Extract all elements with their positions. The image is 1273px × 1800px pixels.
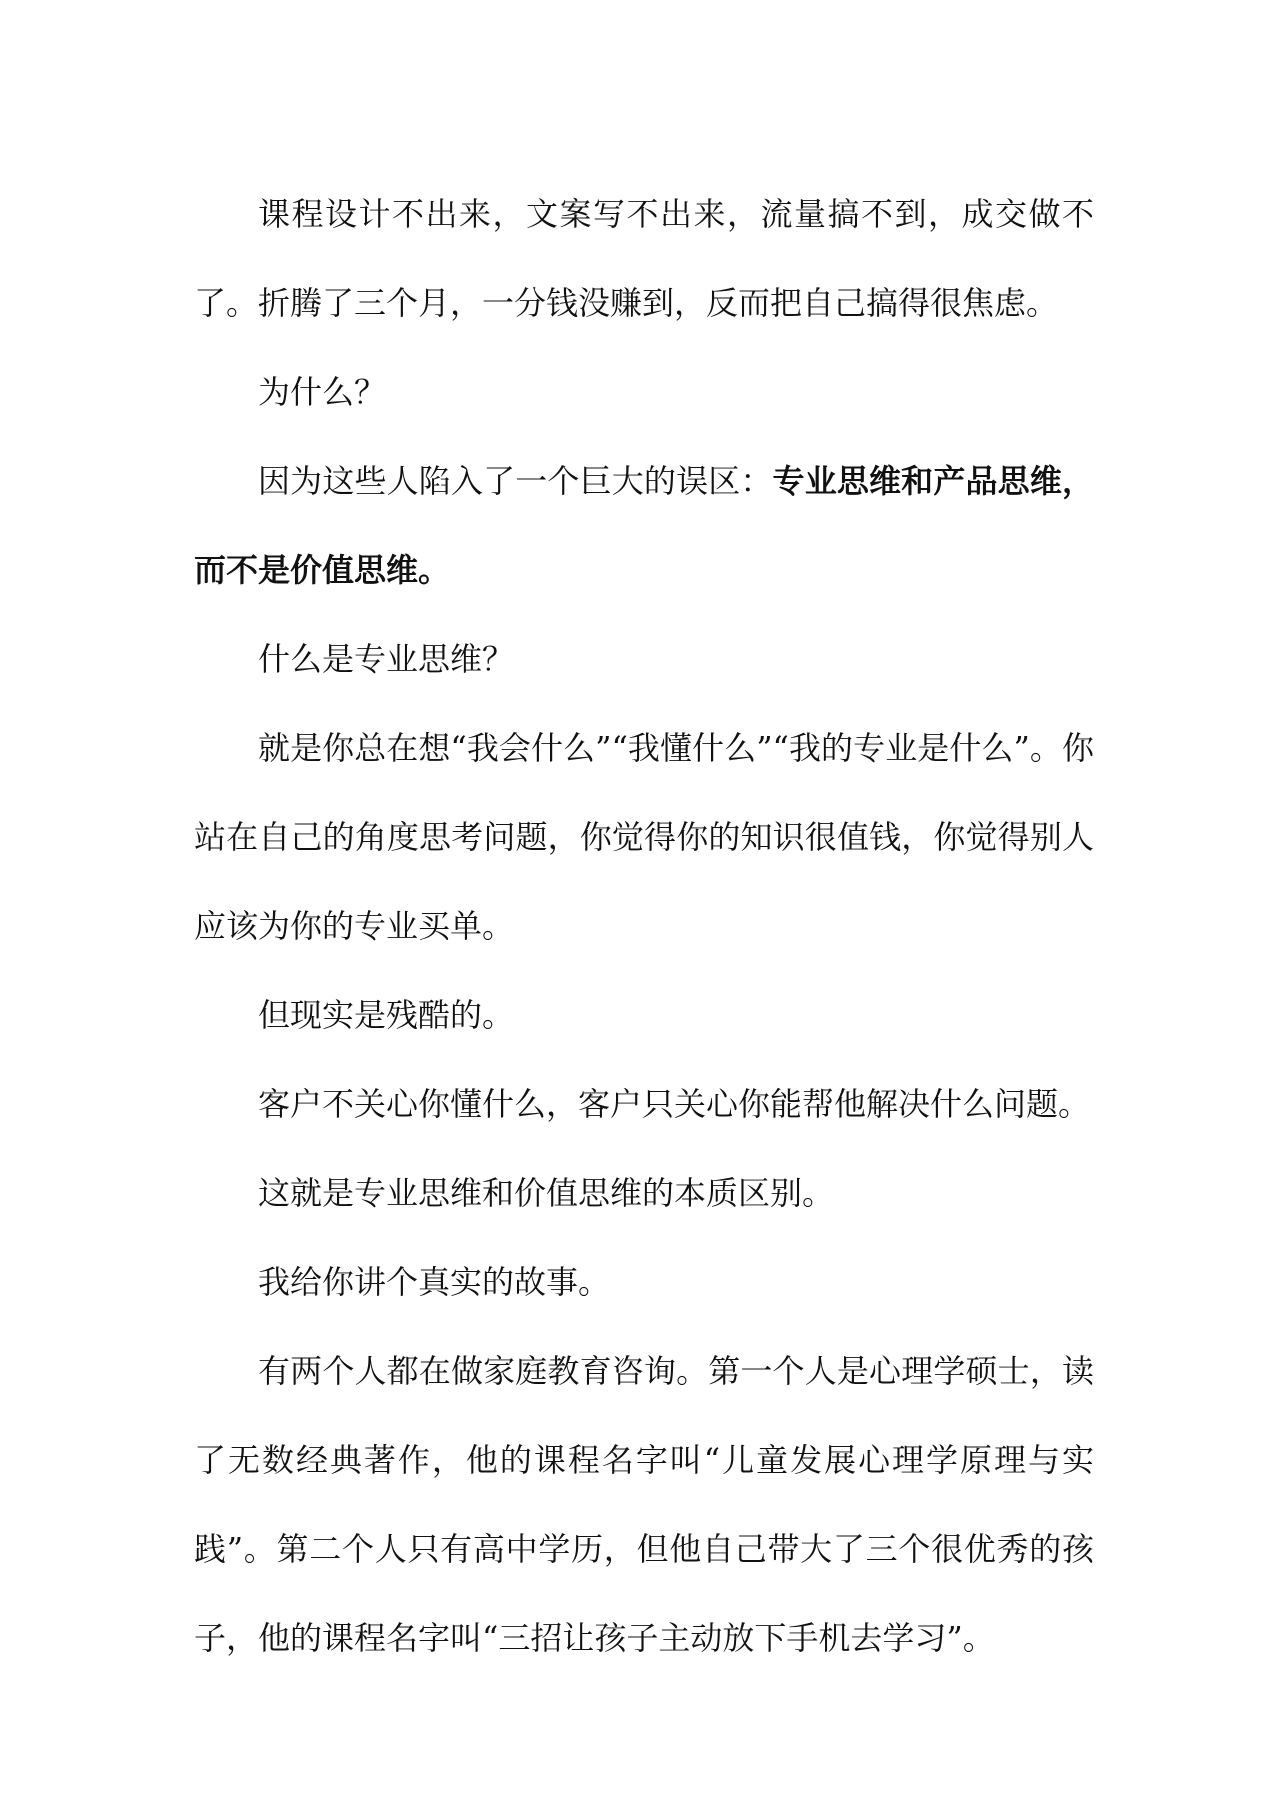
- paragraph-text: 为什么？: [258, 373, 387, 411]
- paragraph-5: [194, 704, 1094, 971]
- line: 课程设计不出来，文案写不出来，流量搞不到，成交做不了。: [194, 195, 1094, 322]
- paragraph-10: [194, 1327, 1094, 1683]
- document-body: [194, 170, 1094, 1683]
- paragraph-9: [194, 1238, 1094, 1327]
- paragraph-text: 这就是专业思维和价值思维的本质区别。: [258, 1174, 835, 1212]
- paragraph-text: 但现实是残酷的。: [258, 996, 515, 1034]
- paragraph-4: [194, 615, 1094, 704]
- paragraph-1: [194, 170, 1094, 348]
- line: 第二个人只有高中学历，但他自己带大了三个很优秀的孩子，他: [194, 1530, 1094, 1657]
- line: 有两个人都在做家庭教育咨询。第一个人是心理学硕士，读: [258, 1352, 1094, 1390]
- line: 了无数经典著作，他的课程名字叫“儿童发展心理学原理与实践”。: [194, 1441, 1094, 1568]
- paragraph-text: 客户不关心你懂什么，客户只关心你能帮他解决什么问题。: [258, 1085, 1091, 1123]
- paragraph-2: [194, 348, 1094, 437]
- paragraph-text: 什么是专业思维？: [258, 640, 515, 678]
- bold-emphasis: 专业思维和产品思维，而不是价值思维。: [194, 462, 1094, 589]
- paragraph-7: [194, 1060, 1094, 1149]
- paragraph-6: [194, 971, 1094, 1060]
- paragraph-8: [194, 1149, 1094, 1238]
- paragraph-text: 我给你讲个真实的故事。: [258, 1263, 611, 1301]
- line: 的课程名字叫“三招让孩子主动放下手机去学习”。: [290, 1619, 995, 1657]
- line: 人应该为你的专业买单。: [194, 818, 1094, 945]
- paragraph-3: [194, 437, 1094, 615]
- paragraph-text: 因为这些人陷入了一个巨大的误区：: [258, 462, 773, 500]
- line: 就是你总在想“我会什么”“我懂什么”“我的专业是什么”。: [258, 729, 1062, 767]
- line: 你站在自己的角度思考问题，你觉得你的知识很值钱，你觉得别: [194, 729, 1094, 856]
- line: 折腾了三个月，一分钱没赚到，反而把自己搞得很焦虑。: [258, 284, 1059, 322]
